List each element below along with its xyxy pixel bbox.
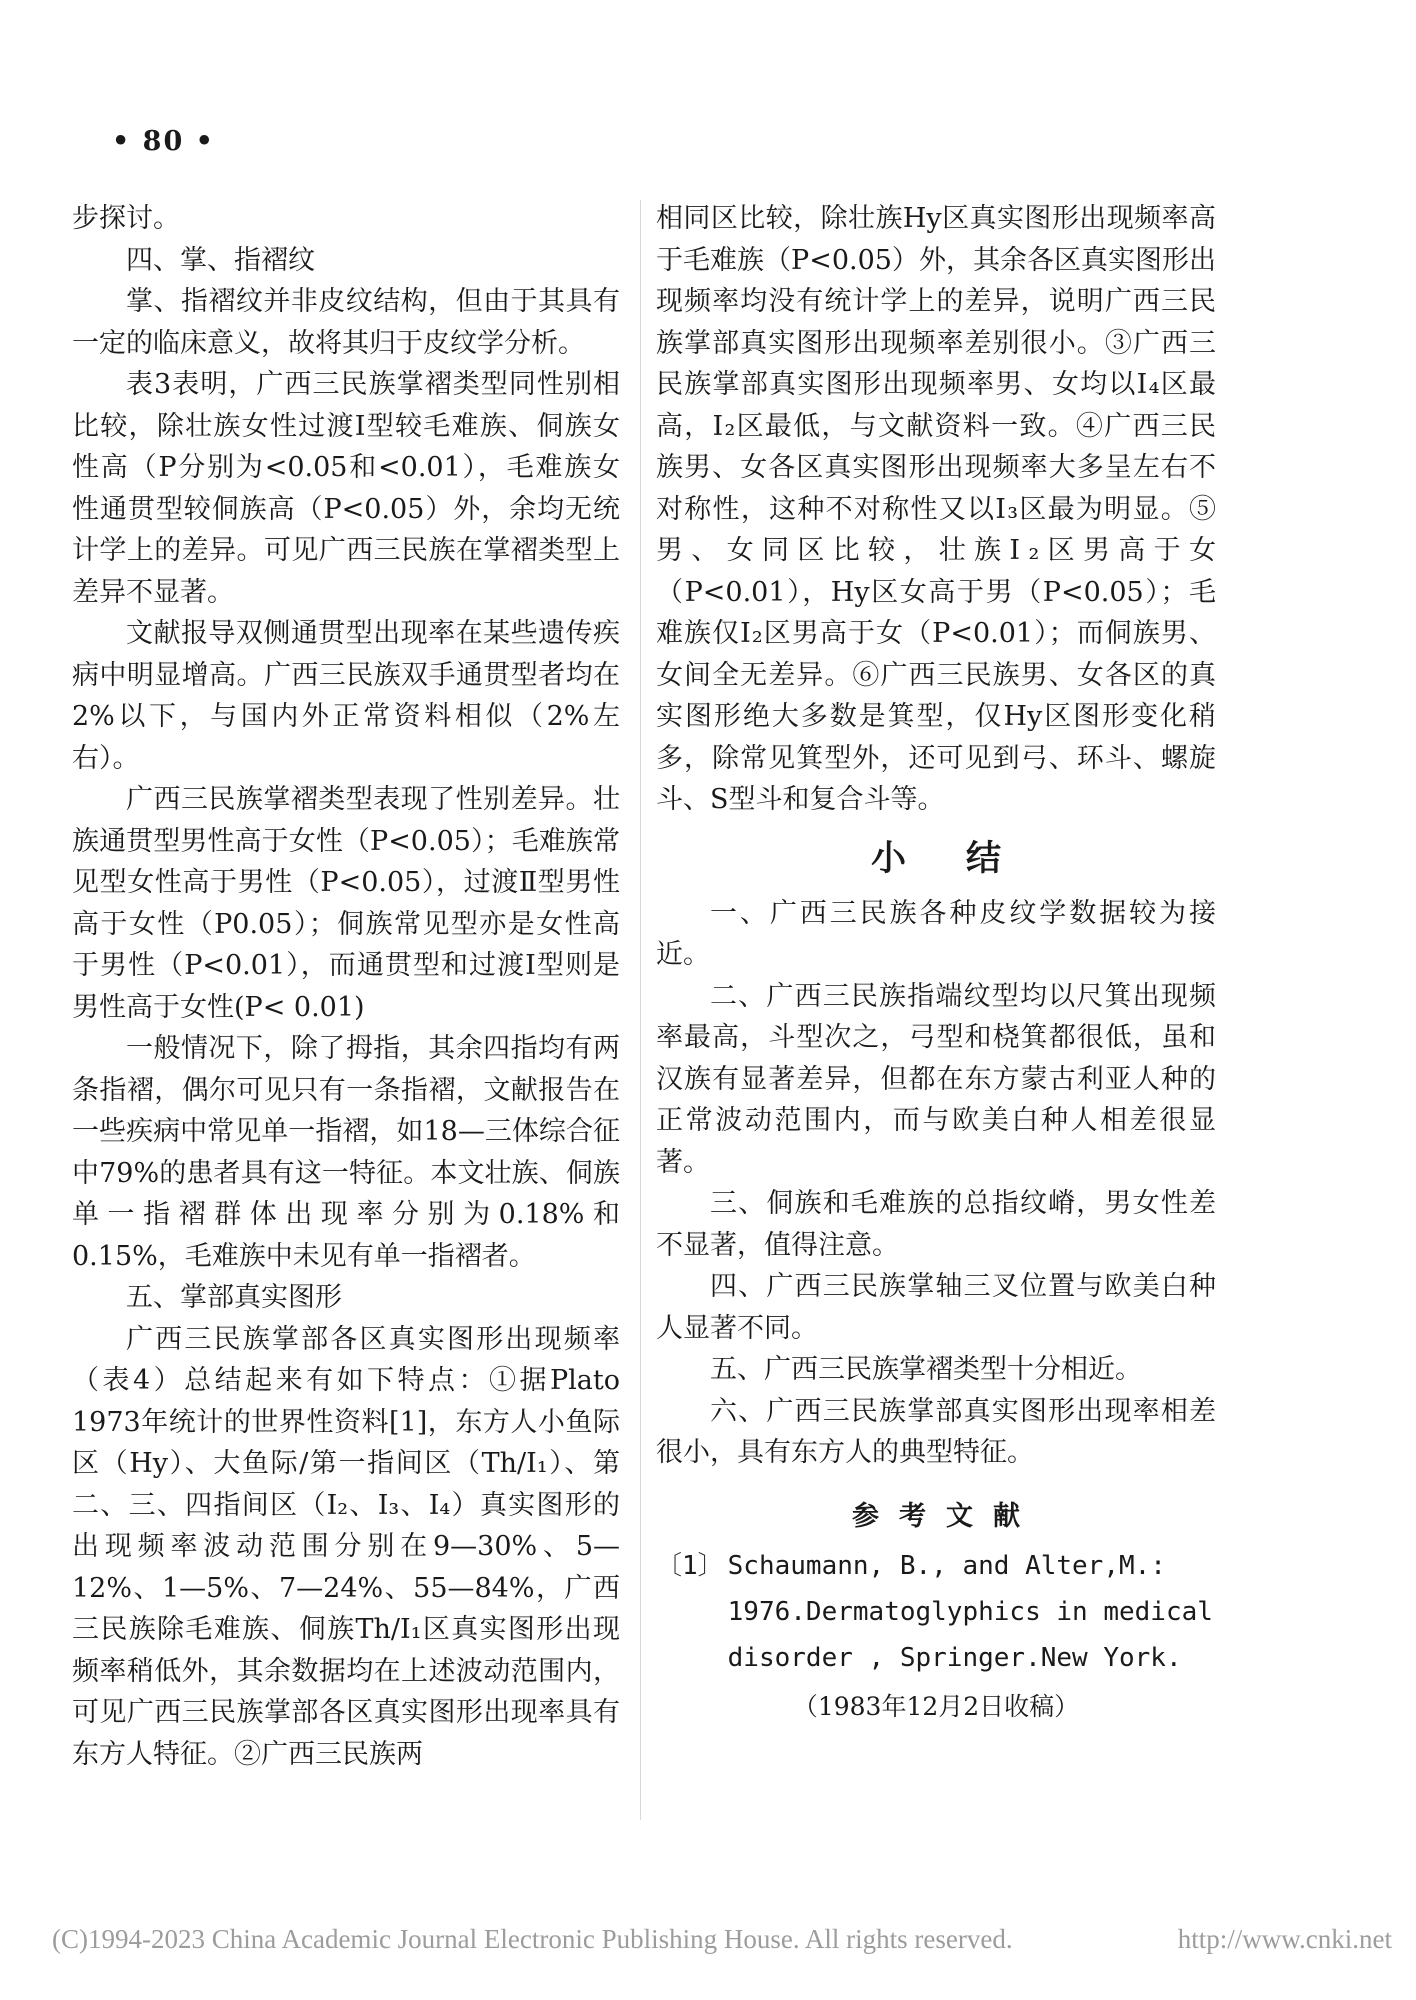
- reference-text: Schaumann, B., and Alter,M.: 1976.Dermatoglyphics in medical disorder , Springer.New York.: [727, 1550, 1213, 1673]
- copyright-footer: [52, 1924, 1392, 1955]
- column-divider: [640, 200, 641, 1820]
- paragraph: 广西三民族掌部各区真实图形出现频率（表4）总结起来有如下特点：①据Plato 1973年统计的世界性资料[1]，东方人小鱼际区（Hy）、大鱼际/第一指间区（Th/I₁）、第二、三、四指间区（I₂、I₃、I₄）真实图形的出现频率波动范围分别在9—30%、5—12%、1—5%、7—24%、55—84%，广西三民族除毛难族、侗族Th/I₁区真实图形出现频率稍低外，其余数据均在上述波动范围内，可见广西三民族掌部各区真实图形出现率具有东方人特征。②广西三民族两: [72, 1323, 620, 1770]
- reference-label: 〔1〕: [656, 1550, 724, 1581]
- paragraph: 步探讨。: [72, 203, 180, 234]
- paragraph: 一般情况下，除了拇指，其余四指均有两条指褶，偶尔可见只有一条指褶，文献报告在一些疾病中常见单一指褶，如18—三体综合征中79%的患者具有这一特征。本文壮族、侗族单一指褶群体出现率分别为0.18%和0.15%，毛难族中未见有单一指褶者。: [72, 1033, 620, 1272]
- received-date: （1983年12月2日收稿）: [792, 1691, 1080, 1721]
- footer-url[interactable]: http://www.cnki.net: [1177, 1924, 1392, 1954]
- summary-item: 五、广西三民族掌褶类型十分相近。: [710, 1354, 1142, 1385]
- left-column: [72, 198, 620, 1775]
- summary-item: 一、广西三民族各种皮纹学数据较为接近。: [656, 897, 1216, 970]
- section-heading-summary: 小结: [870, 837, 1061, 879]
- paragraph: 文献报导双侧通贯型出现率在某些遗传疾病中明显增高。广西三民族双手通贯型者均在2%以下，与国内外正常资料相似（2%左右）。: [72, 618, 620, 774]
- paragraph: 广西三民族掌褶类型表现了性别差异。壮族通贯型男性高于女性（P<0.05）；毛难族常见型女性高于男性（P<0.05），过渡Ⅱ型男性高于女性（P0.05）；侗族常见型亦是女性高于男性（P<0.01），而通贯型和过渡Ⅰ型则是男性高于女性(P< 0.01): [72, 784, 620, 1023]
- subsection-heading: 五、掌部真实图形: [126, 1282, 342, 1313]
- summary-item: 六、广西三民族掌部真实图形出现率相差很小，具有东方人的典型特征。: [656, 1395, 1216, 1468]
- right-column: [656, 198, 1216, 1727]
- paragraph: 掌、指褶纹并非皮纹结构，但由于其具有一定的临床意义，故将其归于皮纹学分析。: [72, 286, 620, 359]
- copyright-text: (C)1994-2023 China Academic Journal Electronic Publishing House. All rights reserved.: [52, 1924, 1013, 1954]
- references-heading: 参考文献: [852, 1500, 1040, 1532]
- summary-item: 二、广西三民族指端纹型均以尺箕出现频率最高，斗型次之，弓型和桡箕都很低，虽和汉族有显著差异，但都在东方蒙古利亚人种的正常波动范围内，而与欧美白种人相差很显著。: [656, 980, 1216, 1178]
- reference-item: [656, 1543, 1216, 1681]
- paragraph: 表3表明，广西三民族掌褶类型同性别相比较，除壮族女性过渡Ⅰ型较毛难族、侗族女性高（P分别为<0.05和<0.01），毛难族女性通贯型较侗族高（P<0.05）外，余均无统计学上的差异。可见广西三民族在掌褶类型上差异不显著。: [72, 369, 620, 608]
- subsection-heading: 四、掌、指褶纹: [126, 244, 315, 276]
- summary-item: 三、侗族和毛难族的总指纹嵴，男女性差不显著，值得注意。: [656, 1188, 1216, 1261]
- page-number: • 80 •: [112, 126, 215, 157]
- paragraph: 相同区比较，除壮族Hy区真实图形出现频率高于毛难族（P<0.05）外，其余各区真实图形出现频率均没有统计学上的差异，说明广西三民族掌部真实图形出现频率差别很小。③广西三民族掌部真实图形出现频率男、女均以Ⅰ₄区最高，Ⅰ₂区最低，与文献资料一致。④广西三民族男、女各区真实图形出现频率大多呈左右不对称性，这种不对称性又以Ⅰ₃区最为明显。⑤男、女同区比较，壮族Ⅰ₂区男高于女（P<0.01），Hy区女高于男（P<0.05）；毛难族仅Ⅰ₂区男高于女（P<0.01）；而侗族男、女间全无差异。⑥广西三民族男、女各区的真实图形绝大多数是箕型，仅Hy区图形变化稍多，除常见箕型外，还可见到弓、环斗、螺旋斗、S型斗和复合斗等。: [656, 203, 1216, 815]
- summary-item: 四、广西三民族掌轴三叉位置与欧美白种人显著不同。: [656, 1271, 1216, 1344]
